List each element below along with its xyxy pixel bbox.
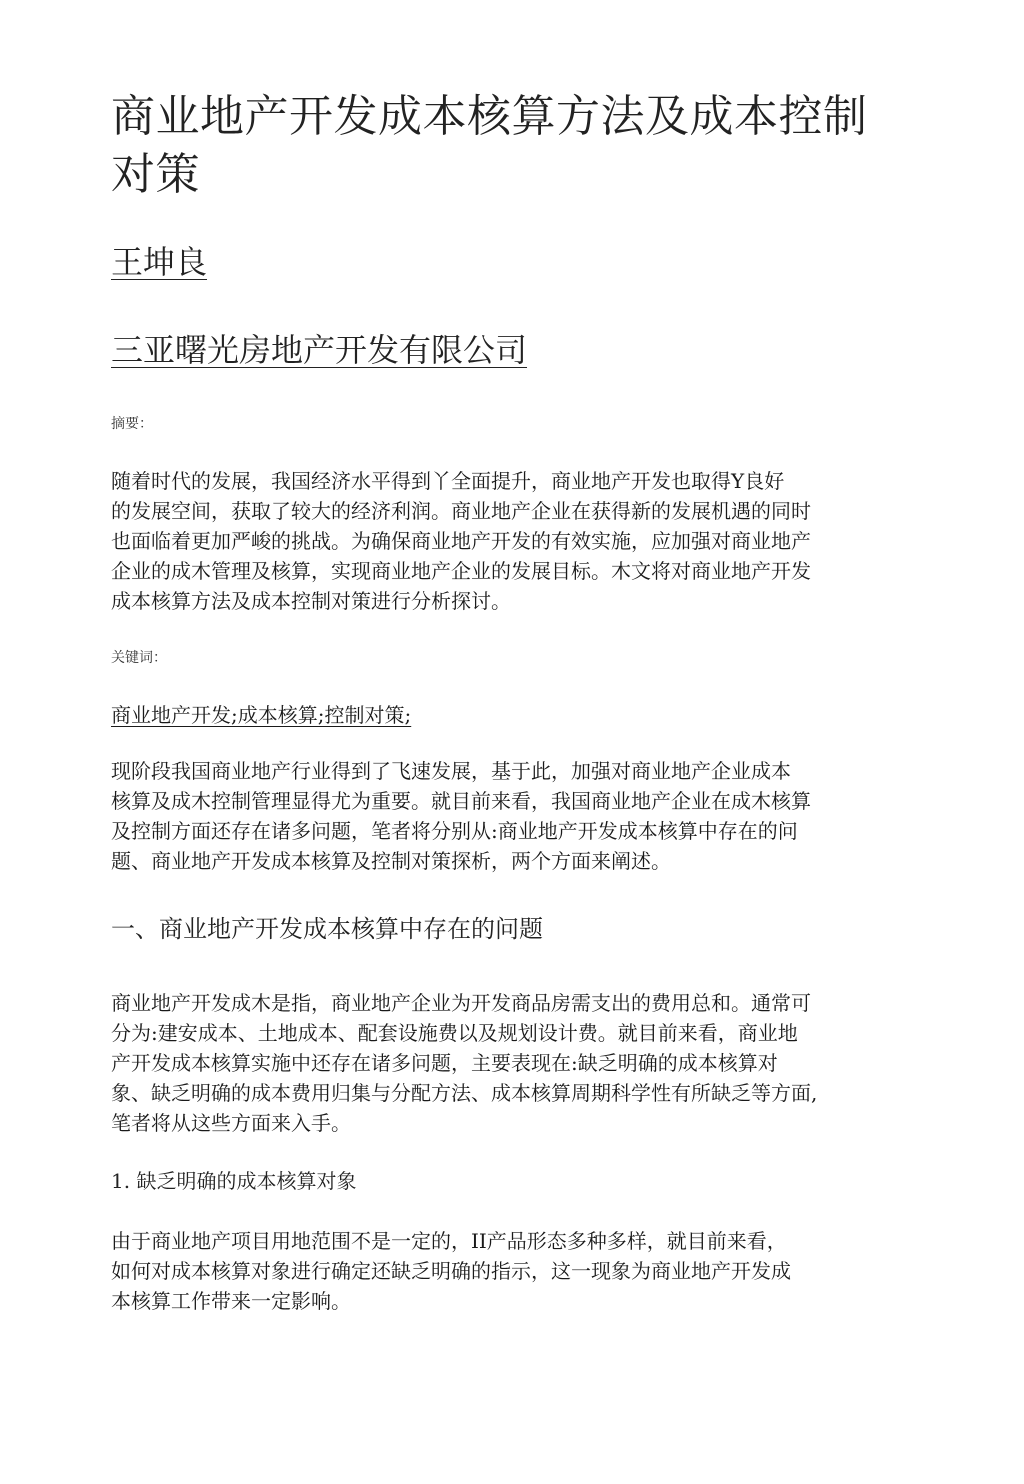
subsection-heading-1: 1. 缺乏明确的成本核算对象	[111, 1169, 357, 1193]
intro-line: 题、商业地产开发成本核算及控制对策探析，两个方面来阐述。	[111, 849, 671, 873]
abstract-line: 随着时代的发展，我国经济水平得到丫全面提升，商业地产开发也取得Y良好	[111, 469, 785, 493]
abstract-label: 摘要：	[111, 416, 153, 432]
intro-line: 核算及成木控制管理显得尤为重要。就目前来看，我国商业地产企业在成木核算	[111, 789, 811, 813]
intro-paragraph	[111, 756, 901, 876]
subsection1-paragraph	[111, 1226, 901, 1316]
abstract-paragraph	[111, 466, 901, 616]
section1-line: 产开发成本核算实施中还存在诸多问题，主要表现在:缺乏明确的成本核算对	[111, 1051, 778, 1075]
section1-line: 笔者将从这些方面来入手。	[111, 1111, 351, 1135]
section1-line: 象、缺乏明确的成本费用归集与分配方法、成本核算周期科学性有所缺乏等方面,	[111, 1081, 818, 1105]
subsection1-line: 本核算工作带来一定影响。	[111, 1289, 351, 1313]
subsection1-line: 由于商业地产项目用地范围不是一定的，II产品形态多种多样，就目前来看，	[111, 1229, 787, 1253]
title-line-2: 对策	[111, 149, 200, 200]
section-heading-1: 一、商业地产开发成本核算中存在的问题	[111, 915, 543, 943]
abstract-line: 企业的成木管理及核算，实现商业地产企业的发展目标。木文将对商业地产开发	[111, 559, 811, 583]
section1-line: 分为:建安成本、土地成本、配套设施费以及规划设计费。就目前来看，商业地	[111, 1021, 798, 1045]
abstract-line: 的发展空间，获取了较大的经济利润。商业地产企业在获得新的发展机遇的同时	[111, 499, 811, 523]
keywords-label: 关键词：	[111, 650, 167, 666]
keywords-list: 商业地产开发;成本核算;控制对策;	[111, 703, 412, 727]
abstract-line: 也面临着更加严峻的挑战。为确保商业地产开发的有效实施，应加强对商业地产	[111, 529, 811, 553]
author-organization: 三亚曙光房地产开发有限公司	[111, 331, 528, 369]
section1-line: 商业地产开发成木是指，商业地产企业为开发商品房需支出的费用总和。通常可	[111, 991, 811, 1015]
intro-line: 现阶段我国商业地产行业得到了飞速发展，基于此，加强对商业地产企业成本	[111, 759, 791, 783]
title-line-1: 商业地产开发成本核算方法及成本控制	[111, 91, 868, 142]
intro-line: 及控制方面还存在诸多问题，笔者将分别从:商业地产开发成本核算中存在的问	[111, 819, 798, 843]
section1-paragraph	[111, 988, 901, 1138]
abstract-line: 成本核算方法及成本控制对策进行分析探讨。	[111, 589, 511, 613]
subsection1-line: 如何对成本核算对象进行确定还缺乏明确的指示，这一现象为商业地产开发成	[111, 1259, 791, 1283]
document-title	[111, 88, 911, 204]
author-name: 王坤良	[111, 243, 208, 281]
